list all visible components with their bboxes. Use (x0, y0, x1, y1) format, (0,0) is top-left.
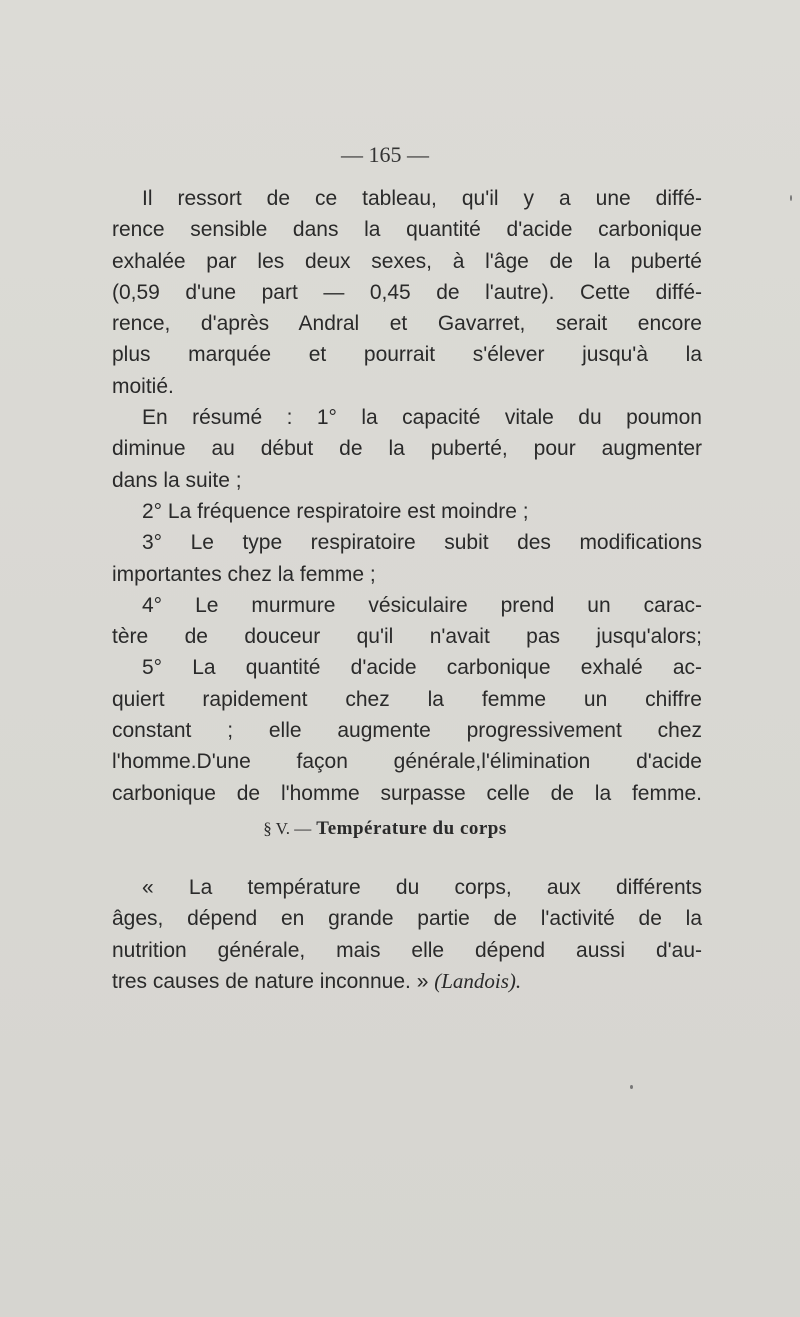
text-line: carbonique de l'homme surpasse celle de la femme. (112, 781, 702, 805)
paragraph-point-5 (112, 652, 702, 808)
paragraph-point-3 (112, 527, 702, 590)
text-line: moitié. (112, 374, 174, 398)
text-line: 4° Le murmure vésiculaire prend un carac- (142, 593, 702, 617)
text-line: En résumé : 1° la capacité vitale du poumon (142, 406, 702, 430)
paragraph-summary (112, 402, 702, 496)
text-line: exhalée par les deux sexes, à l'âge de la puberté (112, 249, 702, 273)
text-line: rence, d'après Andral et Gavarret, serait encore (112, 312, 702, 336)
text-line (112, 966, 702, 997)
paragraph-point-2 (112, 496, 702, 527)
section-label: § V. — (263, 819, 312, 838)
text-line: Il ressort de ce tableau, qu'il y a une diffé- (142, 187, 702, 210)
text-line: diminue au début de la puberté, pour augmenter (112, 437, 702, 461)
citation: (Landois). (434, 968, 522, 993)
text-line: dans la suite ; (112, 468, 242, 492)
section-title: Température du corps (316, 818, 507, 839)
text-line: nutrition générale, mais elle dépend aussi d'au- (112, 938, 702, 962)
text-line: 5° La quantité d'acide carbonique exhalé ac- (142, 656, 702, 680)
text-line: (0,59 d'une part — 0,45 de l'autre). Cette diffé- (112, 280, 702, 304)
paper-speck (790, 195, 792, 201)
text-line: plus marquée et pourrait s'élever jusqu'à la (112, 343, 702, 367)
text-line: « La température du corps, aux différents (142, 876, 702, 899)
text-line: rence sensible dans la quantité d'acide carbonique (112, 218, 702, 242)
text-line: l'homme.D'une façon générale,l'élimination d'acide (112, 750, 702, 774)
quote-last-line: tres causes de nature inconnue. » (112, 969, 429, 993)
page-number: — 165 — (341, 142, 429, 167)
text-line: 2° La fréquence respiratoire est moindre ; (142, 499, 529, 523)
paragraph-point-4 (112, 590, 702, 653)
quote-paragraph (112, 872, 702, 997)
text-line: quiert rapidement chez la femme un chiffre (112, 687, 702, 711)
text-line: constant ; elle augmente progressivement chez (112, 719, 702, 743)
text-line: 3° Le type respiratoire subit des modifications (142, 531, 702, 555)
body-text (112, 183, 702, 809)
text-line: importantes chez la femme ; (112, 562, 376, 586)
section-heading (0, 818, 770, 840)
text-line: tère de douceur qu'il n'avait pas jusqu'alors; (112, 625, 702, 649)
paper-speck (630, 1085, 633, 1089)
text-line: âges, dépend en grande partie de l'activité de la (112, 907, 702, 931)
paragraph-intro (112, 183, 702, 402)
